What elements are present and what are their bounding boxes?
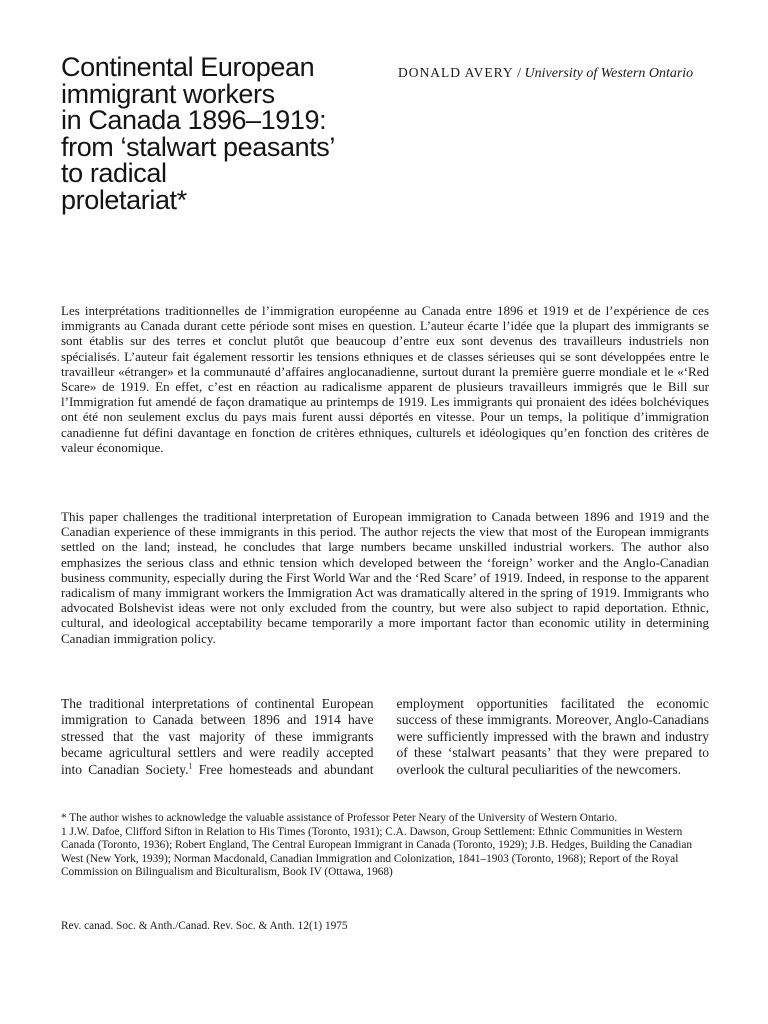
- footnote-1: 1 J.W. Dafoe, Clifford Sifton in Relation to His Times (Toronto, 1931); C.A. Dawson, Group Settlement: Ethnic Communities in Western Canada (Toronto, 1936); Robert England, The Central European Immigrant in Canada (Toronto, 1929); J.B. Hedges, Building the Canadian West (New York, 1939); Norman Macdonald, Canadian Immigration and Colonization, 1841–1903 (Toronto, 1968); Report of the Royal Commission on Bilingualism and Biculturalism, Book IV (Ottawa, 1968): [61, 825, 693, 879]
- title-line: to radical: [61, 158, 167, 188]
- author-affiliation: University of Western Ontario: [524, 66, 694, 81]
- title-line: immigrant workers: [61, 78, 275, 109]
- body-text-part: Free homesteads and abundant employment opportunities facilitated the economic success of these immigrants. Moreover, Anglo-Canadians were sufficiently impressed with the brawn and industry of these ‘stalwart peasants’ that they were prepared to overlook the cultural peculiarities of the newcomers.: [192, 696, 709, 777]
- footnotes: [61, 812, 709, 880]
- title-line: Continental European: [61, 52, 315, 82]
- byline-separator: /: [513, 66, 525, 81]
- title-line: in Canada 1896–1919:: [61, 105, 327, 135]
- body-text: [61, 696, 709, 796]
- author-name: DONALD AVERY: [398, 65, 514, 80]
- footnote-reference: 1: [188, 761, 193, 771]
- journal-citation: Rev. canad. Soc. & Anth./Canad. Rev. Soc. & Anth. 12(1) 1975: [61, 920, 348, 932]
- body-text-part: The traditional interpretations of continental European immigration to Canada between 1896 and 1914 have stressed that the vast majority of these immigrants became agricultural settlers and were readily accepted into Canadian Society.: [61, 696, 374, 777]
- abstract-french: Les interprétations traditionnelles de l’immigration européenne au Canada entre 1896 et 1919 et de l’expérience de ces immigrants au Canada durant cette période sont mises en question. L’auteur écarte l’idée que la plupart des immigrants se sont établis sur des terres et conclut plutôt que beaucoup d’entre eux sont devenus des travailleurs industriels non spécialisés. L’auteur fait également ressortir les tensions ethniques et de classes sérieuses qui se sont développées entre le travailleur «étranger» et la communauté d’affaires anglocanadienne, surtout durant la première guerre mondiale et le «‘Red Scare» de 1919. En effet, c’est en réaction au radicalisme apparent de plusieurs travailleurs immigrés que le Bill sur l’Immigration fut amendé de façon dramatique au printemps de 1919. Les immigrants qui pronaient des idées bolchéviques ont été non seulement exclus du pays mais furent aussi déportés en vitesse. Pour un temps, la politique d’immigration canadienne fut défini davantage en fonction de critères ethniques, culturels et idéologiques qu’en fonction des critères de valeur économique.: [61, 303, 709, 455]
- title-line: proletariat*: [61, 184, 187, 215]
- abstract-english: This paper challenges the traditional interpretation of European immigration to Canada between 1896 and 1919 and the Canadian experience of these immigrants in this period. The author rejects the view that most of the European immigrants settled on the land; instead, he concludes that large numbers became unskilled industrial workers. The author also emphasizes the serious class and ethnic tension which developed between the ‘foreign’ worker and the Anglo-Canadian business community, especially during the First World War and the ‘Red Scare’ of 1919. Indeed, in response to the apparent radicalism of many immigrant workers the Immigration Act was dramatically altered in the spring of 1919. Immigrants who advocated Bolshevist ideas were not only excluded from the country, but were also subject to rapid deportation. Ethnic, cultural, and ideological acceptability became temporarily a more important factor than economic utility in determining Canadian immigration policy.: [61, 509, 709, 646]
- byline: [398, 64, 718, 82]
- footnote-acknowledgement: * The author wishes to acknowledge the valuable assistance of Professor Peter Neary of the University of Western Ontario.: [61, 812, 618, 824]
- title-line: from ‘stalwart peasants’: [61, 131, 336, 162]
- article-title: [61, 54, 381, 213]
